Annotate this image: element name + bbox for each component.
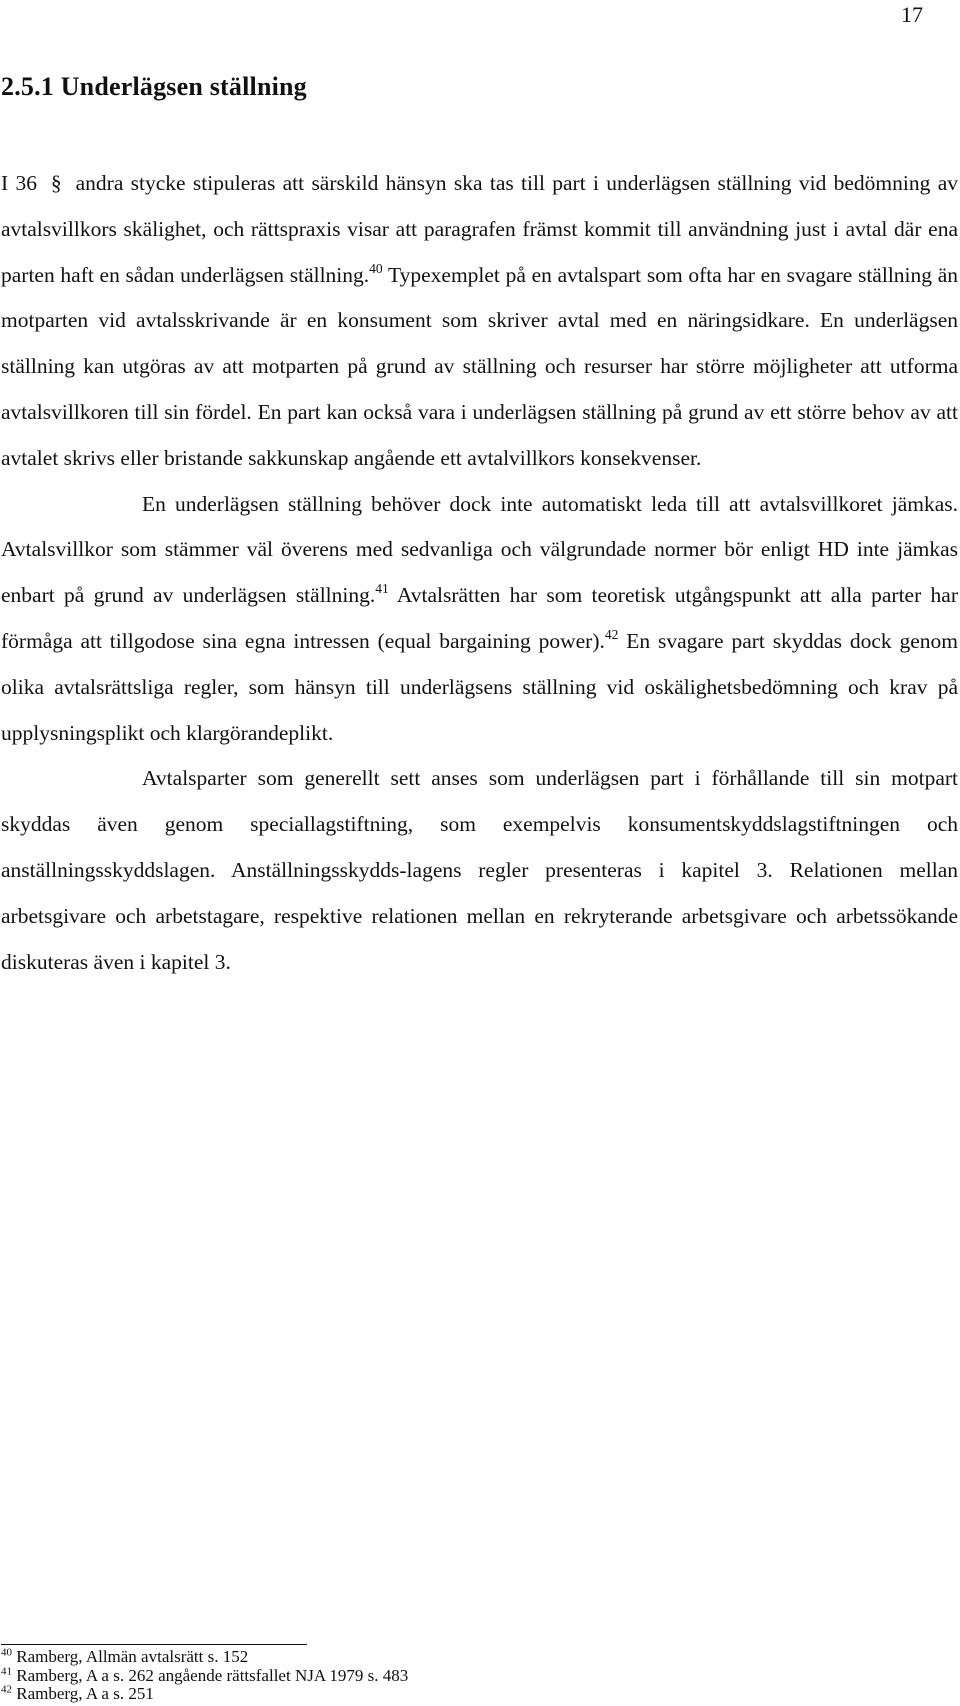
text-segment: Avtalsparter som generellt sett anses som underlägsen part i förhållande till sin motpart skyddas även genom speciallagstiftning, som exempelvis konsumentskyddslagstiftningen och anställningsskyddslagen. Anställningsskydds-lagens regler presenteras i kapitel 3. Relationen mellan arbetsgivare och arbetstagare, respektive relationen mellan en rekryterande arbetsgivare och arbetssökande diskuteras även i kapitel 3. [1,766,958,974]
footnote-text: Ramberg, A a s. 262 angående rättsfallet NJA 1979 s. 483 [16,1665,409,1685]
footnote-41 [1,1664,409,1686]
footnote-40 [1,1648,408,1667]
page-number: 17 [901,2,923,27]
footnote-ref-40[interactable]: 40 [369,260,383,276]
footnote-text: Ramberg, Allmän avtalsrätt s. 152 [16,1647,249,1666]
text-segment: En underlägsen ställning behöver dock inte automatiskt leda till att avtalsvillkoret jämkas. Avtalsvillkor som stämmer väl överens med sedvanliga och välgrundade normer bör enligt HD inte jämkas enbart på grund av underlägsen ställning. [1,491,958,608]
footnote-42 [1,1685,408,1704]
text-segment: En svagare part skyddas dock genom olika avtalsrättsliga regler, som hänsyn till underlägsens ställning vid oskälighetsbedömning och krav på upplysningsplikt och klargörandeplikt. [1,628,958,745]
text-segment: Avtalsrätten har som teoretisk utgångspunkt att alla parter har förmåga att tillgodose sina egna intressen (equal bargaining power). [1,583,958,653]
footnote-text: Ramberg, A a s. 251 [16,1684,154,1703]
body-text [1,161,958,985]
section-sign: § [50,171,62,195]
paragraph-2 [1,482,958,757]
section-heading: 2.5.1 Underlägsen ställning [1,72,307,101]
footnotes [1,1648,408,1704]
text-segment: I 36 [1,171,45,195]
footnote-number: 42 [1,1683,12,1696]
paragraph-1 [1,161,958,482]
footnote-ref-41[interactable]: 41 [375,581,389,597]
text-segment: Typexemplet på en avtalspart som ofta har en svagare ställning än motparten vid avtalsskrivande är en konsument som skriver avtal med en näringsidkare. En underlägsen ställning kan utgöras av att motparten på grund av ställning och resurser har större möjligheter att utforma avtalsvillkoren till sin fördel. En part kan också vara i underlägsen ställning på grund av ett större behov av att avtalet skrivs eller bristande sakkunskap angående ett avtalvillkors konsekvenser. [1,262,959,470]
footnote-ref-42[interactable]: 42 [604,627,619,643]
text-segment: andra stycke stipuleras att särskild hänsyn ska tas till part i underlägsen ställning vid bedömning av avtalsvillkors skälighet, och rättspraxis visar att paragrafen främst kommit till användning just i avtal där ena parten haft en sådan underlägsen ställning. [1,171,958,287]
footnote-number: 40 [1,1646,12,1659]
footnote-number: 41 [1,1664,12,1677]
footnote-divider [1,1644,307,1645]
paragraph-3 [1,756,958,985]
